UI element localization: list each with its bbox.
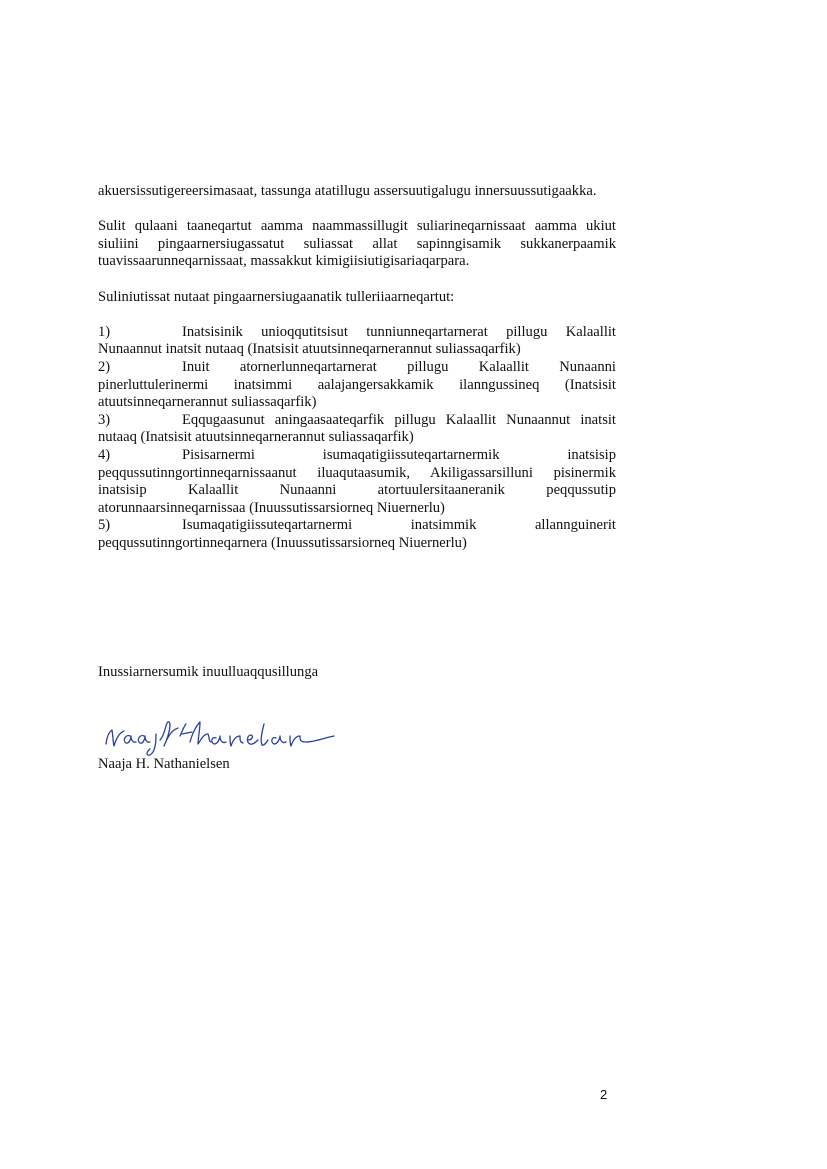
closing-salutation: Inussiarnersumik inuulluaqqusillunga [98,664,319,680]
list-item-text: Pisisarnermi isumaqatigiissuteqartarnermik inatsisip peqqussutinngortinneqarnissaanut iluaqutaasumik, Akiligassarsilluni pisinermik inatsisip Kalaallit Nunaanni atortuulersitaaneranik peqqussutip atorunnaarsinneqarnissaa (Inuussutissarsiorneq Niuernerlu) [98,446,616,516]
paragraph-priorities: Sulit qulaani taaneqartut aamma naammassillugit suliarineqarnissaat aamma ukiut siuliini pingaarnersiugassatut suliassat allat sapinngisamik sukkanerpaamik tuavissaarunneqarnissaat, massakkut kimigiisiutigisariaqarpara. [98,218,616,270]
list-item [98,447,616,517]
page-number: 2 [600,1087,608,1102]
paragraph-intro: akuersissutigereersimasaat, tassunga atatillugu assersuutigalugu innersuussutigaakka. [98,183,597,199]
list-item-number: 4) [98,446,111,463]
list-item-text: Eqqugaasunut aningaasaateqarfik pillugu Kalaallit Nunaannut inatsit nutaaq (Inatsisit atuutsinneqarnerannut suliassaqarfik) [98,411,616,446]
list-item-text: Inatsisinik unioqqutitsisut tunniunneqartarnerat pillugu Kalaallit Nunaannut inatsit nutaaq (Inatsisit atuutsinneqarnerannut suliassaqarfik) [98,323,616,358]
list-item-text: Isumaqatigiissuteqartarnermi inatsimmik allannguinerit peqqussutinngortinneqarnera (Inuussutissarsiorneq Niuernerlu) [98,517,616,551]
list-item-text: Inuit atornerlunneqartarnerat pillugu Kalaallit Nunaanni pinerluttulerinermi inatsimmi aalajangersakkamik ilanngussineq (Inatsisit atuutsinneqarnerannut suliassaqarfik) [98,358,616,411]
list-item [98,517,616,552]
list-item-number: 3) [98,411,111,428]
list-item [98,359,616,412]
numbered-list [98,324,616,553]
list-item [98,412,616,447]
handwritten-signature [100,712,340,756]
list-item-number: 5) [98,517,111,534]
list-item-number: 1) [98,323,111,340]
document-body [98,183,616,552]
list-item [98,324,616,359]
list-heading: Suliniutissat nutaat pingaarnersiugaanatik tulleriiaarneqartut: [98,288,455,305]
list-item-number: 2) [98,358,111,375]
signer-name: Naaja H. Nathanielsen [98,756,230,772]
